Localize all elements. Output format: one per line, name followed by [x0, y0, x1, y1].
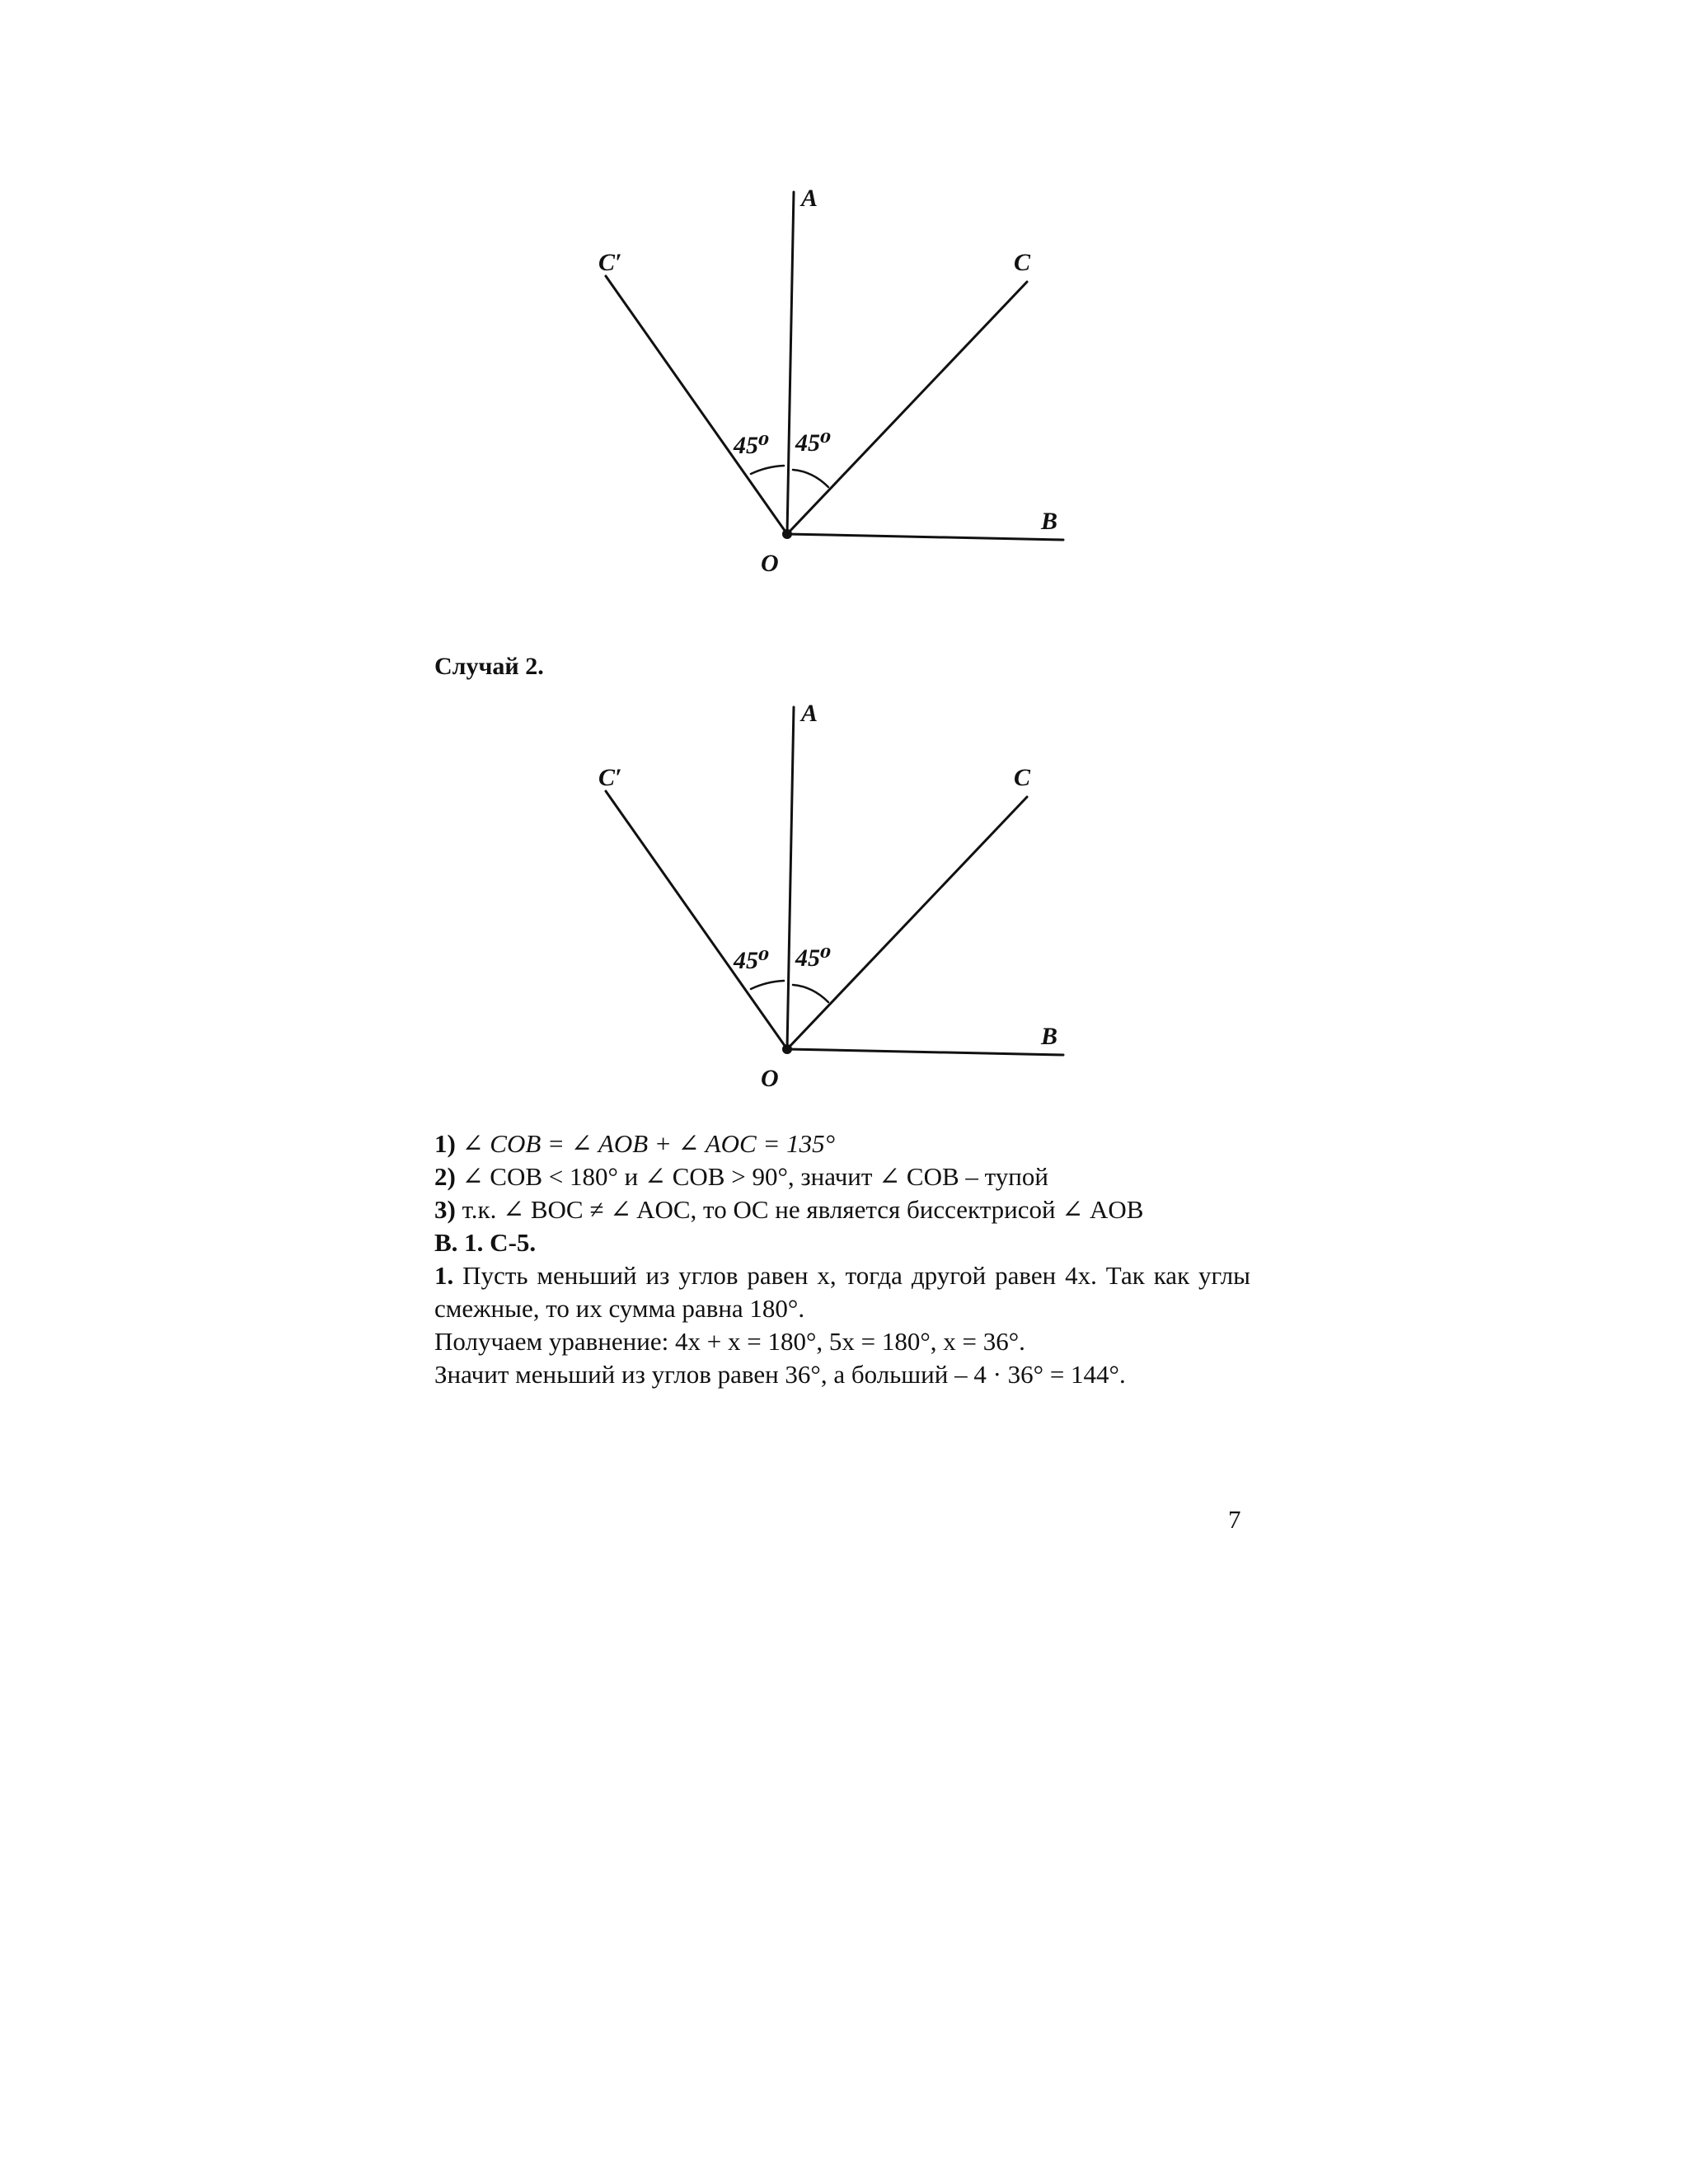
statement-text: ∠ COB = ∠ AOB + ∠ AOC = 135°	[455, 1129, 836, 1158]
ray-oc-prime	[606, 276, 787, 534]
ray-oc-prime	[606, 791, 787, 1049]
section-heading: В. 1. С-5.	[434, 1228, 537, 1257]
page-number: 7	[1228, 1505, 1241, 1534]
label-b: B	[1041, 1023, 1058, 1050]
equation-line: Получаем уравнение: 4x + x = 180°, 5x = 180°, x = 36°.	[434, 1327, 1025, 1356]
angle-arc-right	[793, 985, 828, 1002]
label-a: A	[801, 700, 818, 727]
conclusion-line: Значит меньший из углов равен 36°, а больший – 4 · 36° = 144°.	[434, 1360, 1126, 1389]
label-angle-left: 45⁰	[734, 432, 770, 459]
angle-arc-left	[751, 981, 784, 989]
statement-2	[434, 1160, 1250, 1193]
angle-figure-2	[569, 684, 1080, 1096]
statement-number: 2)	[434, 1162, 456, 1191]
angle-arc-left	[751, 466, 784, 474]
statement-text: т.к. ∠ BOC ≠ ∠ AOC, то OC не является биссектрисой ∠ AOB	[455, 1195, 1144, 1224]
label-o: O	[761, 1065, 779, 1092]
label-c-prime: C′	[598, 249, 622, 276]
statement-3	[434, 1193, 1250, 1226]
problem-1	[434, 1259, 1250, 1325]
label-angle-right: 45⁰	[795, 944, 832, 972]
ray-ob	[787, 534, 1063, 540]
angle-diagram-2	[569, 684, 1080, 1096]
angle-arc-right	[793, 470, 828, 487]
vertex-point-o	[782, 529, 792, 539]
label-c-prime: C′	[598, 764, 622, 791]
label-angle-left: 45⁰	[734, 947, 770, 974]
statement-1	[434, 1127, 1250, 1160]
ray-oc	[787, 282, 1027, 534]
case-heading: Случай 2.	[434, 653, 544, 680]
ray-oa	[787, 707, 794, 1049]
label-a: A	[801, 185, 818, 212]
problem-number: 1.	[434, 1261, 454, 1290]
label-c: C	[1014, 764, 1031, 791]
statement-number: 3)	[434, 1195, 456, 1224]
statement-number: 1)	[434, 1129, 456, 1158]
statement-text: ∠ COB < 180° и ∠ COB > 90°, значит ∠ COB – тупой	[455, 1162, 1048, 1191]
ray-ob	[787, 1049, 1063, 1055]
ray-oc	[787, 797, 1027, 1049]
label-b: B	[1041, 508, 1058, 535]
solution-text	[434, 1127, 1250, 1391]
label-angle-right: 45⁰	[795, 429, 832, 457]
angle-diagram-1	[569, 169, 1080, 581]
vertex-point-o	[782, 1044, 792, 1054]
label-o: O	[761, 550, 779, 577]
label-c: C	[1014, 249, 1031, 276]
problem-text: Пусть меньший из углов равен x, тогда другой равен 4x. Так как углы смежные, то их сумма равна 180°.	[434, 1261, 1250, 1323]
angle-figure-1	[569, 169, 1080, 581]
ray-oa	[787, 192, 794, 534]
